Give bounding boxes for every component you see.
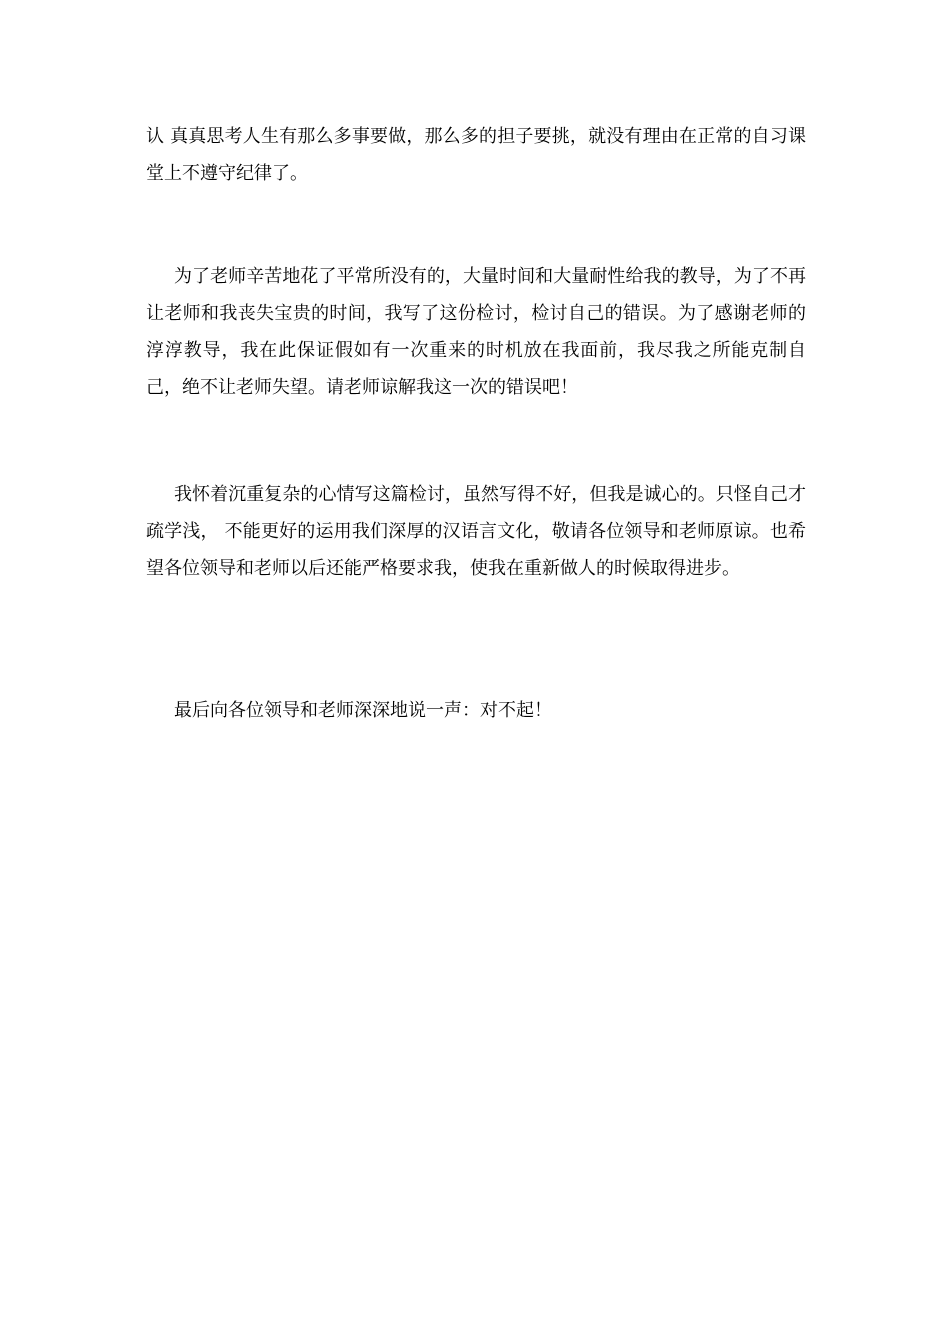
paragraph-3: 我怀着沉重复杂的心情写这篇检讨，虽然写得不好，但我是诚心的。只怪自己才疏学浅， 不能更好的运用我们深厚的汉语言文化，敬请各位领导和老师原谅。也希望各位领导和老师以后还能严格要求我，使我在重新做人的时候取得进步。 xyxy=(146,484,806,579)
paragraph-1: 认 真真思考人生有那么多事要做，那么多的担子要挑，就没有理由在正常的自习课堂上不遵守纪律了。 xyxy=(146,126,806,184)
paragraph-4: 最后向各位领导和老师深深地说一声：对不起！ xyxy=(174,700,552,721)
paragraph-2: 为了老师辛苦地花了平常所没有的，大量时间和大量耐性给我的教导，为了不再让老师和我丧失宝贵的时间，我写了这份检讨，检讨自己的错误。为了感谢老师的淳淳教导，我在此保证假如有一次重来的时机放在我面前，我尽我之所能克制自己，绝不让老师失望。请老师谅解我这一次的错误吧！ xyxy=(146,266,806,398)
